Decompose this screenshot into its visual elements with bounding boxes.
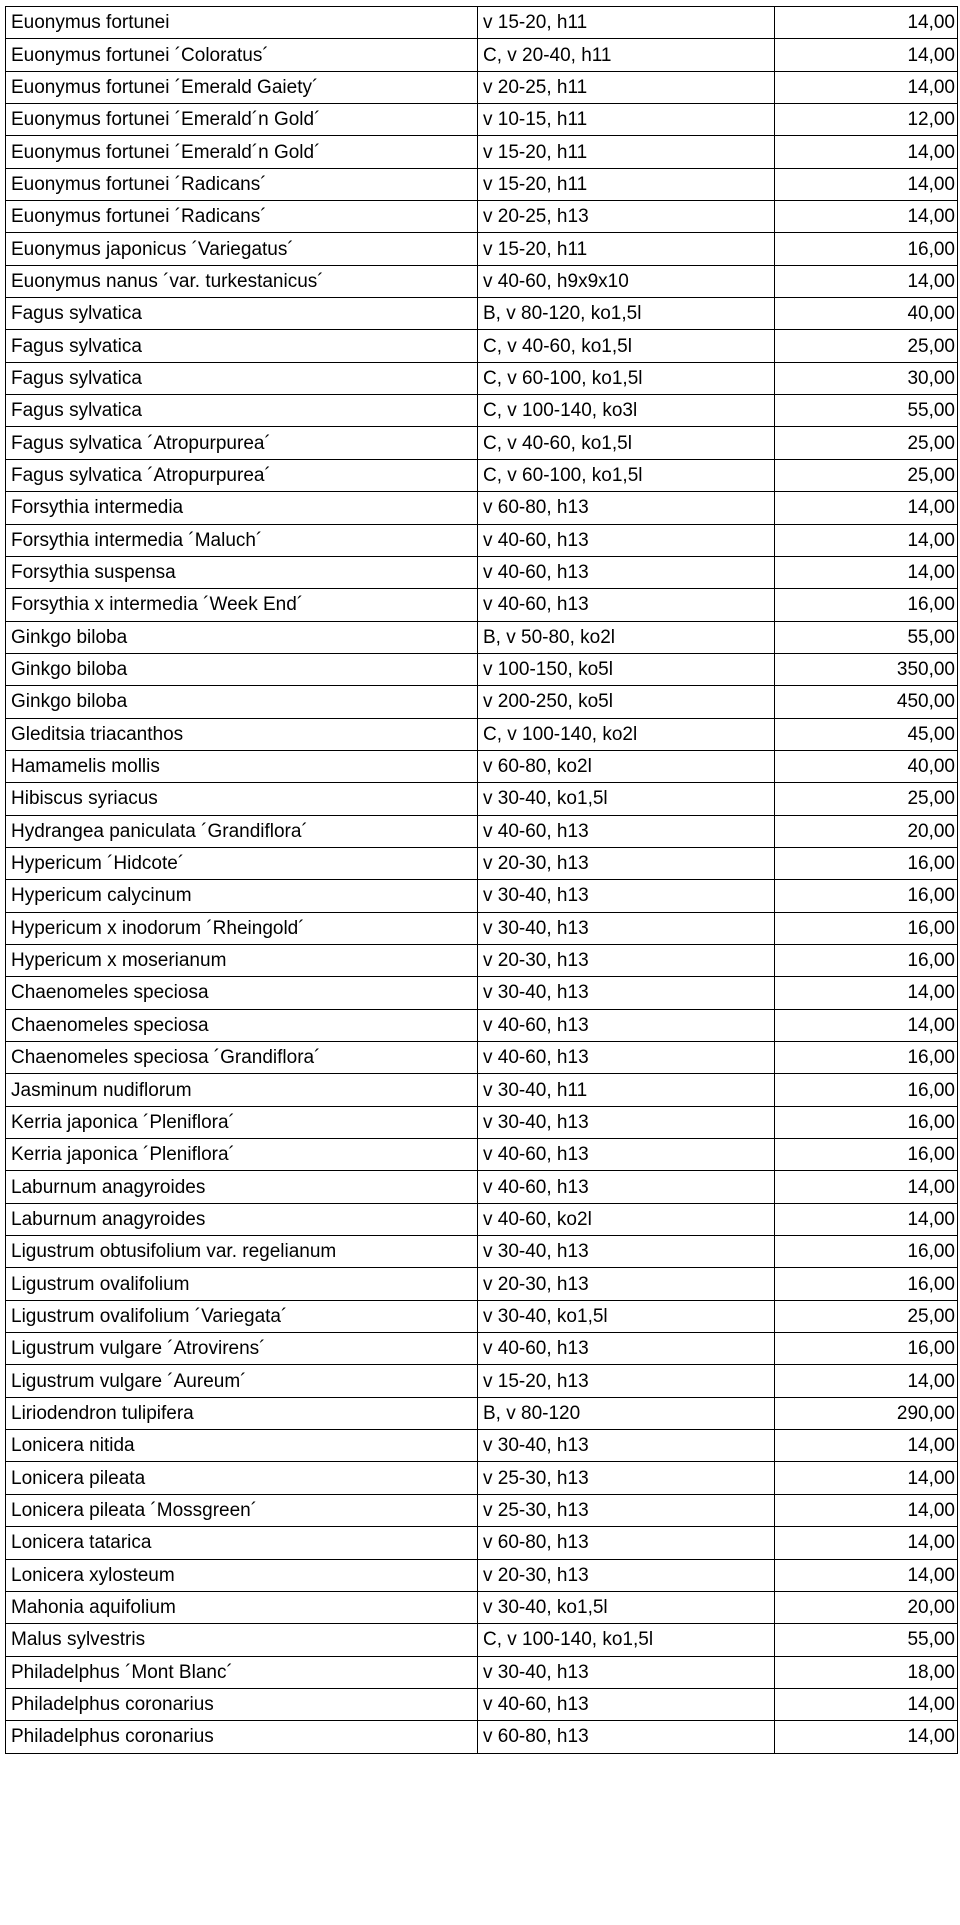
plant-spec-cell: v 20-25, h13: [478, 201, 775, 233]
plant-spec-cell: v 30-40, h13: [478, 912, 775, 944]
price-cell: 14,00: [775, 265, 958, 297]
plant-spec-cell: v 25-30, h13: [478, 1462, 775, 1494]
price-cell: 14,00: [775, 556, 958, 588]
plant-spec-cell: v 10-15, h11: [478, 104, 775, 136]
table-row: [6, 1527, 958, 1559]
table-row: [6, 1721, 958, 1753]
table-row: [6, 492, 958, 524]
price-cell: 14,00: [775, 71, 958, 103]
price-cell: 14,00: [775, 1688, 958, 1720]
table-row: [6, 1688, 958, 1720]
table-row: [6, 330, 958, 362]
plant-name-cell: Laburnum anagyroides: [6, 1171, 478, 1203]
plant-name-cell: Euonymus fortunei ´Coloratus´: [6, 39, 478, 71]
plant-price-table: [5, 6, 958, 1754]
plant-spec-cell: v 20-30, h13: [478, 1559, 775, 1591]
plant-name-cell: Lonicera nitida: [6, 1430, 478, 1462]
plant-spec-cell: v 40-60, h13: [478, 1688, 775, 1720]
table-row: [6, 1106, 958, 1138]
table-row: [6, 653, 958, 685]
table-row: [6, 815, 958, 847]
plant-name-cell: Lonicera xylosteum: [6, 1559, 478, 1591]
price-table-body: [6, 7, 958, 1754]
price-cell: 25,00: [775, 427, 958, 459]
price-cell: 55,00: [775, 395, 958, 427]
table-row: [6, 1203, 958, 1235]
table-row: [6, 1494, 958, 1526]
plant-spec-cell: v 40-60, h13: [478, 1139, 775, 1171]
price-cell: 40,00: [775, 750, 958, 782]
price-cell: 16,00: [775, 847, 958, 879]
plant-spec-cell: v 20-30, h13: [478, 944, 775, 976]
plant-name-cell: Hypericum x moserianum: [6, 944, 478, 976]
plant-spec-cell: v 15-20, h11: [478, 7, 775, 39]
plant-spec-cell: v 15-20, h11: [478, 168, 775, 200]
price-cell: 20,00: [775, 815, 958, 847]
price-cell: 14,00: [775, 168, 958, 200]
table-row: [6, 1559, 958, 1591]
table-row: [6, 39, 958, 71]
price-cell: 350,00: [775, 653, 958, 685]
plant-name-cell: Fagus sylvatica: [6, 362, 478, 394]
price-cell: 16,00: [775, 944, 958, 976]
price-cell: 14,00: [775, 1203, 958, 1235]
plant-name-cell: Philadelphus coronarius: [6, 1688, 478, 1720]
plant-spec-cell: v 30-40, h11: [478, 1074, 775, 1106]
price-cell: 14,00: [775, 1462, 958, 1494]
price-cell: 25,00: [775, 783, 958, 815]
plant-name-cell: Fagus sylvatica: [6, 395, 478, 427]
plant-name-cell: Gleditsia triacanthos: [6, 718, 478, 750]
price-cell: 14,00: [775, 136, 958, 168]
plant-name-cell: Fagus sylvatica ´Atropurpurea´: [6, 459, 478, 491]
table-row: [6, 1139, 958, 1171]
plant-name-cell: Euonymus fortunei ´Emerald Gaiety´: [6, 71, 478, 103]
plant-spec-cell: C, v 100-140, ko1,5l: [478, 1624, 775, 1656]
plant-name-cell: Forsythia x intermedia ´Week End´: [6, 589, 478, 621]
price-cell: 16,00: [775, 1042, 958, 1074]
plant-name-cell: Lonicera tatarica: [6, 1527, 478, 1559]
plant-spec-cell: v 15-20, h11: [478, 136, 775, 168]
plant-spec-cell: C, v 60-100, ko1,5l: [478, 459, 775, 491]
plant-name-cell: Euonymus fortunei ´Radicans´: [6, 168, 478, 200]
plant-spec-cell: v 60-80, h13: [478, 492, 775, 524]
price-cell: 14,00: [775, 977, 958, 1009]
plant-name-cell: Ginkgo biloba: [6, 686, 478, 718]
plant-spec-cell: v 30-40, ko1,5l: [478, 783, 775, 815]
plant-name-cell: Hypericum calycinum: [6, 880, 478, 912]
table-row: [6, 1591, 958, 1623]
price-cell: 25,00: [775, 1300, 958, 1332]
plant-spec-cell: v 30-40, h13: [478, 1106, 775, 1138]
table-row: [6, 1042, 958, 1074]
table-row: [6, 912, 958, 944]
plant-spec-cell: v 15-20, h11: [478, 233, 775, 265]
plant-spec-cell: v 40-60, h13: [478, 1333, 775, 1365]
plant-name-cell: Fagus sylvatica: [6, 330, 478, 362]
table-row: [6, 7, 958, 39]
table-row: [6, 880, 958, 912]
price-cell: 16,00: [775, 912, 958, 944]
plant-name-cell: Euonymus japonicus ´Variegatus´: [6, 233, 478, 265]
plant-name-cell: Ligustrum ovalifolium: [6, 1268, 478, 1300]
plant-spec-cell: v 30-40, h13: [478, 1430, 775, 1462]
plant-spec-cell: v 40-60, h13: [478, 589, 775, 621]
plant-spec-cell: v 30-40, h13: [478, 1656, 775, 1688]
table-row: [6, 718, 958, 750]
plant-spec-cell: v 60-80, h13: [478, 1721, 775, 1753]
plant-name-cell: Mahonia aquifolium: [6, 1591, 478, 1623]
plant-name-cell: Fagus sylvatica ´Atropurpurea´: [6, 427, 478, 459]
table-row: [6, 1624, 958, 1656]
price-cell: 14,00: [775, 1559, 958, 1591]
table-row: [6, 459, 958, 491]
price-cell: 16,00: [775, 589, 958, 621]
table-row: [6, 298, 958, 330]
plant-name-cell: Fagus sylvatica: [6, 298, 478, 330]
plant-spec-cell: C, v 20-40, h11: [478, 39, 775, 71]
table-row: [6, 1300, 958, 1332]
price-list-sheet: [5, 6, 957, 1754]
price-cell: 14,00: [775, 1365, 958, 1397]
price-cell: 16,00: [775, 1333, 958, 1365]
table-row: [6, 168, 958, 200]
price-cell: 16,00: [775, 1074, 958, 1106]
table-row: [6, 71, 958, 103]
plant-spec-cell: v 25-30, h13: [478, 1494, 775, 1526]
table-row: [6, 265, 958, 297]
plant-name-cell: Kerria japonica ´Pleniflora´: [6, 1139, 478, 1171]
plant-name-cell: Ginkgo biloba: [6, 653, 478, 685]
table-row: [6, 1365, 958, 1397]
price-cell: 25,00: [775, 459, 958, 491]
plant-name-cell: Ligustrum vulgare ´Atrovirens´: [6, 1333, 478, 1365]
plant-spec-cell: v 20-30, h13: [478, 847, 775, 879]
table-row: [6, 847, 958, 879]
table-row: [6, 427, 958, 459]
plant-spec-cell: C, v 40-60, ko1,5l: [478, 330, 775, 362]
plant-spec-cell: v 30-40, h13: [478, 977, 775, 1009]
plant-spec-cell: v 40-60, h13: [478, 1042, 775, 1074]
plant-spec-cell: v 40-60, ko2l: [478, 1203, 775, 1235]
plant-spec-cell: v 20-25, h11: [478, 71, 775, 103]
price-cell: 16,00: [775, 1268, 958, 1300]
price-cell: 16,00: [775, 233, 958, 265]
plant-spec-cell: v 60-80, h13: [478, 1527, 775, 1559]
plant-name-cell: Philadelphus coronarius: [6, 1721, 478, 1753]
price-cell: 30,00: [775, 362, 958, 394]
table-row: [6, 1397, 958, 1429]
plant-spec-cell: v 40-60, h13: [478, 815, 775, 847]
plant-name-cell: Malus sylvestris: [6, 1624, 478, 1656]
plant-spec-cell: C, v 100-140, ko3l: [478, 395, 775, 427]
price-cell: 12,00: [775, 104, 958, 136]
price-cell: 14,00: [775, 1009, 958, 1041]
plant-spec-cell: C, v 100-140, ko2l: [478, 718, 775, 750]
table-row: [6, 1268, 958, 1300]
plant-spec-cell: v 15-20, h13: [478, 1365, 775, 1397]
plant-spec-cell: v 60-80, ko2l: [478, 750, 775, 782]
plant-spec-cell: B, v 50-80, ko2l: [478, 621, 775, 653]
price-cell: 16,00: [775, 1139, 958, 1171]
price-cell: 18,00: [775, 1656, 958, 1688]
table-row: [6, 201, 958, 233]
table-row: [6, 1171, 958, 1203]
price-cell: 450,00: [775, 686, 958, 718]
price-cell: 14,00: [775, 7, 958, 39]
table-row: [6, 1074, 958, 1106]
price-cell: 45,00: [775, 718, 958, 750]
plant-spec-cell: C, v 60-100, ko1,5l: [478, 362, 775, 394]
plant-name-cell: Euonymus nanus ´var. turkestanicus´: [6, 265, 478, 297]
plant-name-cell: Forsythia suspensa: [6, 556, 478, 588]
plant-name-cell: Euonymus fortunei ´Emerald´n Gold´: [6, 104, 478, 136]
plant-name-cell: Hibiscus syriacus: [6, 783, 478, 815]
plant-spec-cell: v 40-60, h13: [478, 524, 775, 556]
plant-name-cell: Laburnum anagyroides: [6, 1203, 478, 1235]
price-cell: 14,00: [775, 201, 958, 233]
price-cell: 20,00: [775, 1591, 958, 1623]
price-cell: 14,00: [775, 39, 958, 71]
plant-name-cell: Hypericum ´Hidcote´: [6, 847, 478, 879]
price-cell: 14,00: [775, 1494, 958, 1526]
plant-spec-cell: v 30-40, ko1,5l: [478, 1300, 775, 1332]
table-row: [6, 1656, 958, 1688]
plant-spec-cell: v 40-60, h13: [478, 556, 775, 588]
plant-name-cell: Euonymus fortunei: [6, 7, 478, 39]
table-row: [6, 750, 958, 782]
table-row: [6, 104, 958, 136]
plant-name-cell: Chaenomeles speciosa: [6, 977, 478, 1009]
plant-name-cell: Kerria japonica ´Pleniflora´: [6, 1106, 478, 1138]
table-row: [6, 1333, 958, 1365]
plant-name-cell: Chaenomeles speciosa: [6, 1009, 478, 1041]
plant-name-cell: Ligustrum vulgare ´Aureum´: [6, 1365, 478, 1397]
price-cell: 14,00: [775, 1721, 958, 1753]
plant-name-cell: Ginkgo biloba: [6, 621, 478, 653]
price-cell: 55,00: [775, 621, 958, 653]
table-row: [6, 977, 958, 1009]
table-row: [6, 362, 958, 394]
plant-spec-cell: v 40-60, h9x9x10: [478, 265, 775, 297]
table-row: [6, 556, 958, 588]
plant-name-cell: Forsythia intermedia ´Maluch´: [6, 524, 478, 556]
price-cell: 16,00: [775, 1236, 958, 1268]
plant-name-cell: Hydrangea paniculata ´Grandiflora´: [6, 815, 478, 847]
price-cell: 25,00: [775, 330, 958, 362]
plant-name-cell: Philadelphus ´Mont Blanc´: [6, 1656, 478, 1688]
plant-spec-cell: v 40-60, h13: [478, 1171, 775, 1203]
plant-name-cell: Liriodendron tulipifera: [6, 1397, 478, 1429]
table-row: [6, 1430, 958, 1462]
price-cell: 14,00: [775, 492, 958, 524]
price-cell: 290,00: [775, 1397, 958, 1429]
price-cell: 14,00: [775, 1430, 958, 1462]
table-row: [6, 686, 958, 718]
plant-spec-cell: v 100-150, ko5l: [478, 653, 775, 685]
price-cell: 16,00: [775, 1106, 958, 1138]
plant-spec-cell: B, v 80-120, ko1,5l: [478, 298, 775, 330]
table-row: [6, 621, 958, 653]
table-row: [6, 233, 958, 265]
plant-spec-cell: v 30-40, ko1,5l: [478, 1591, 775, 1623]
plant-spec-cell: v 30-40, h13: [478, 880, 775, 912]
plant-name-cell: Lonicera pileata ´Mossgreen´: [6, 1494, 478, 1526]
table-row: [6, 524, 958, 556]
table-row: [6, 783, 958, 815]
plant-name-cell: Forsythia intermedia: [6, 492, 478, 524]
plant-name-cell: Hypericum x inodorum ´Rheingold´: [6, 912, 478, 944]
plant-name-cell: Hamamelis mollis: [6, 750, 478, 782]
table-row: [6, 1462, 958, 1494]
plant-name-cell: Jasminum nudiflorum: [6, 1074, 478, 1106]
price-cell: 55,00: [775, 1624, 958, 1656]
plant-spec-cell: v 200-250, ko5l: [478, 686, 775, 718]
price-cell: 40,00: [775, 298, 958, 330]
table-row: [6, 1009, 958, 1041]
plant-name-cell: Ligustrum ovalifolium ´Variegata´: [6, 1300, 478, 1332]
plant-spec-cell: B, v 80-120: [478, 1397, 775, 1429]
plant-name-cell: Chaenomeles speciosa ´Grandiflora´: [6, 1042, 478, 1074]
table-row: [6, 589, 958, 621]
table-row: [6, 944, 958, 976]
plant-name-cell: Ligustrum obtusifolium var. regelianum: [6, 1236, 478, 1268]
plant-name-cell: Lonicera pileata: [6, 1462, 478, 1494]
plant-spec-cell: C, v 40-60, ko1,5l: [478, 427, 775, 459]
price-cell: 14,00: [775, 1527, 958, 1559]
plant-name-cell: Euonymus fortunei ´Radicans´: [6, 201, 478, 233]
plant-name-cell: Euonymus fortunei ´Emerald´n Gold´: [6, 136, 478, 168]
plant-spec-cell: v 40-60, h13: [478, 1009, 775, 1041]
table-row: [6, 1236, 958, 1268]
table-row: [6, 136, 958, 168]
price-cell: 14,00: [775, 1171, 958, 1203]
price-cell: 16,00: [775, 880, 958, 912]
plant-spec-cell: v 30-40, h13: [478, 1236, 775, 1268]
price-cell: 14,00: [775, 524, 958, 556]
table-row: [6, 395, 958, 427]
plant-spec-cell: v 20-30, h13: [478, 1268, 775, 1300]
